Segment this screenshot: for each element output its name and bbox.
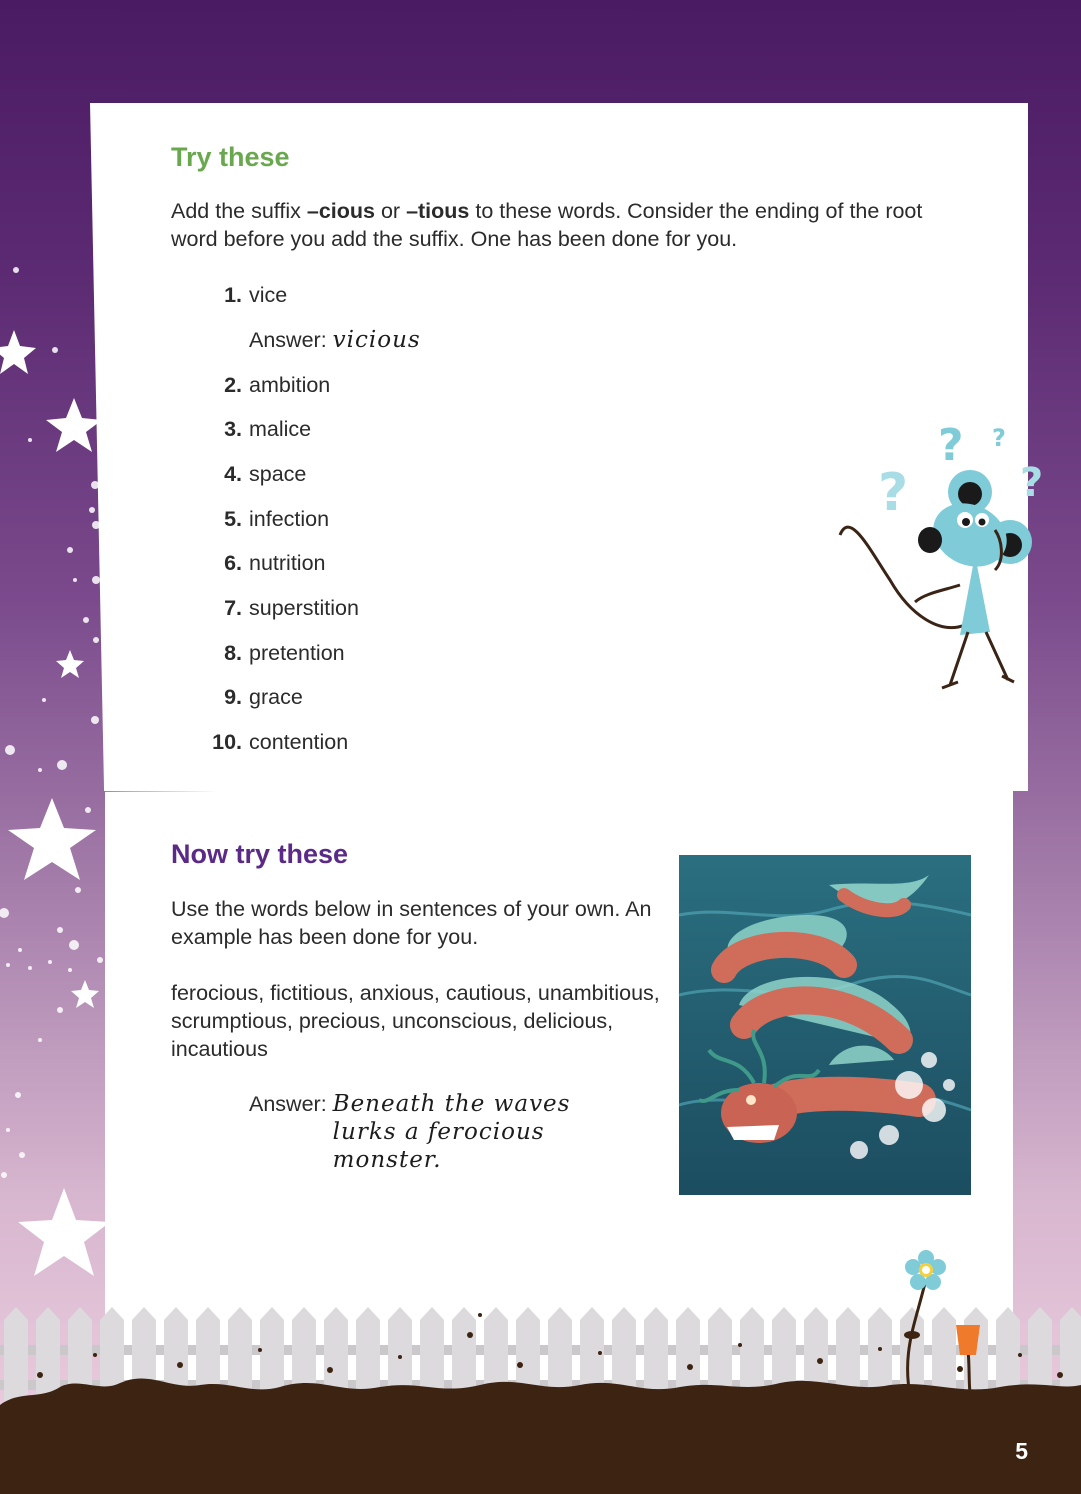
list-item: 10. contention [212, 730, 349, 754]
list-item: 4. space [224, 462, 307, 486]
star-icon [56, 650, 84, 678]
list-item: 1. vice [224, 283, 288, 307]
stars-decoration [0, 250, 110, 1300]
list-item: 8. pretention [224, 641, 345, 665]
word-list: ferocious, fictitious, anxious, cautious, unambitious, scrumptious, precious, unconscious, delicious, incautious [171, 981, 660, 1061]
example-answer-value: vicious [332, 327, 421, 353]
list-item: 3. malice [224, 417, 312, 441]
svg-text:?: ? [992, 424, 1006, 452]
star-icon [71, 980, 99, 1008]
sea-monster-illustration [679, 855, 971, 1195]
now-try-these-instructions: Use the words below in sentences of your own. An example has been done for you. [171, 897, 652, 949]
flower-icon [905, 1250, 947, 1292]
list-item: 6. nutrition [224, 551, 326, 575]
suffix-tious: –tious [406, 199, 470, 223]
list-item: 7. superstition [224, 596, 359, 620]
suffix-cious: –cious [306, 199, 375, 223]
sentence-answer-value: Beneath the waves lurks a ferocious monster. [332, 1091, 571, 1173]
try-these-instructions: Add the suffix –cious or –tious to these words. Consider the ending of the root word before you add the suffix. One has been done for you. [171, 199, 923, 251]
star-icon [8, 798, 96, 880]
now-try-these-heading: Now try these [171, 839, 349, 869]
try-these-heading: Try these [171, 142, 290, 172]
star-icon [0, 330, 36, 374]
sentence-answer: Answer: Beneath the waves lurks a ferocious monster. [249, 1090, 603, 1174]
list-item: 2. ambition [224, 373, 331, 397]
soil [0, 1379, 1081, 1494]
example-answer: Answer: vicious [249, 327, 421, 353]
list-item: 9. grace [224, 685, 303, 709]
svg-text:?: ? [938, 420, 964, 471]
star-icon [46, 398, 102, 452]
list-item: 5. infection [224, 507, 330, 531]
svg-text:?: ? [1020, 460, 1044, 506]
page-number: 5 [1015, 1438, 1028, 1464]
svg-text:?: ? [878, 463, 909, 523]
star-icon [18, 1188, 110, 1276]
mouse-illustration [830, 410, 1044, 700]
fence-illustration [0, 1295, 1081, 1494]
